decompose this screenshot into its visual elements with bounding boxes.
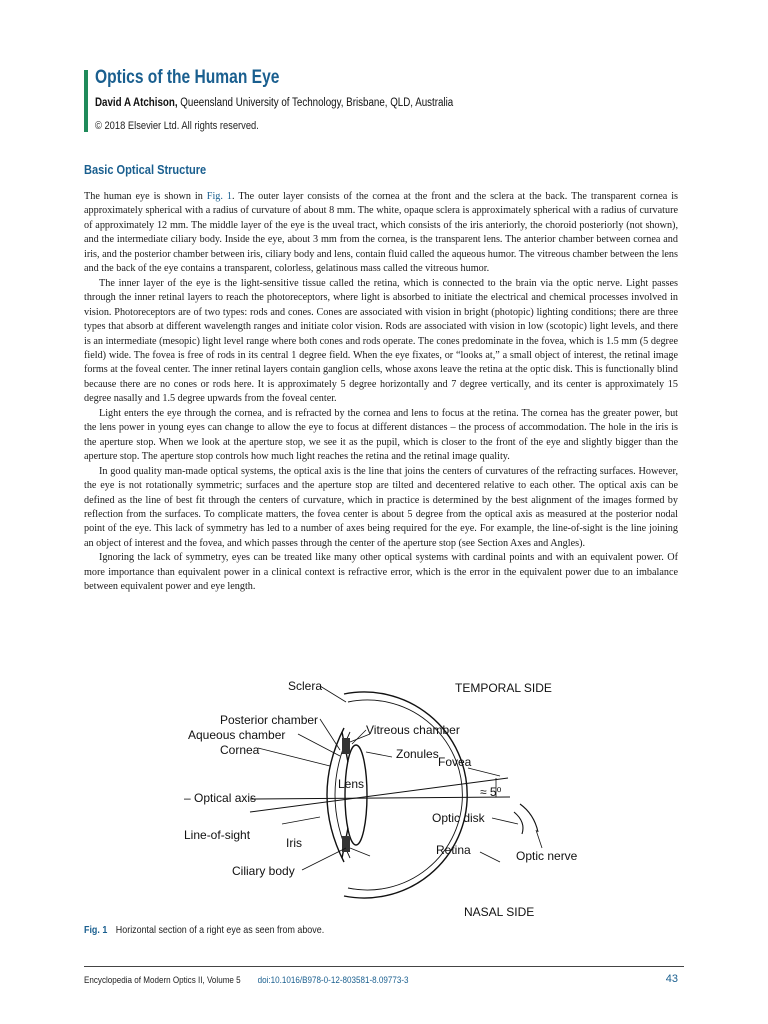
label-sclera: Sclera (288, 679, 323, 693)
section-heading: Basic Optical Structure (84, 162, 207, 177)
paragraph-3: Light enters the eye through the cornea, and is refracted by the cornea and lens to focus at the retina. The cornea has the greater power, but the lens power in young eyes can change to allow the eye to focus at different distances – the process of accommodation. The hole in the iris is the aperture stop. When we look at the aperture stop, we see it as the pupil, which is closer to the front of the eye and slightly bigger than the aperture stop. The aperture stop controls how much light reaches the retina and the retinal image quality. (84, 407, 678, 463)
paragraph-2: The inner layer of the eye is the light-sensitive tissue called the retina, which is connected to the brain via the optic nerve. Light passes through the inner retinal layers to reach the photoreceptors, where light is absorbed to initiate the electrical and chemical processes involved in vision. Photoreceptors are of two types: rods and cones. Cones are associated with vision in bright (photopic) lighting conditions; there are three types that absorb at different wavelength ranges and initiate color vision. Rods are associated with vision in low (scotopic) light levels, and there is an intermediate (mesopic) light level range where both cones and rods operate. The cones predominate in the fovea, which is 1.5 mm (5 degree field) wide. The fovea is free of rods in its central 1 degree field. When the eye fixates, or “looks at,” a small object of interest, the retinal image forms at the foveal center. The inner retinal layers contain ganglion cells, whose axons leave the retina at the optic disk. This is functionally blind because there are no cones or rods here. It is approximately 5 degree horizontally and 7 degree vertically, and its center is approximately 15 degree nasally and 1.5 degree upwards from the foveal center. (84, 277, 678, 405)
label-nasal-side: NASAL SIDE (464, 905, 535, 919)
footer-journal: Encyclopedia of Modern Optics II, Volume 5 (84, 975, 241, 986)
label-line-of-sight: Line-of-sight (184, 828, 251, 842)
label-temporal-side: TEMPORAL SIDE (455, 681, 552, 695)
article-body (84, 190, 678, 595)
eye-diagram (170, 672, 600, 922)
figure-caption (84, 924, 324, 936)
cornea-outline (327, 728, 344, 862)
label-lens: Lens (338, 777, 365, 791)
label-retina: Retina (436, 843, 471, 857)
footer-citation (84, 975, 409, 986)
caption-text: Horizontal section of a right eye as seen from above. (115, 924, 325, 936)
article-title: Optics of the Human Eye (95, 67, 280, 88)
paragraph-4: In good quality man-made optical systems, the optical axis is the line that joins the centers of curvatures of the refracting surfaces. However, the eye is not rotationally symmetric; surfaces and the aperture stop are tilted and decentered relative to each other. The optical axis can be defined as the line of best fit through the centers of curvature, which in practice is determined by the best alignment of the images formed by reflection from the surfaces. To complicate matters, the fovea center is about 5 degree from the optical axis as measured at the posterior nodal point of the eye. This lack of symmetry has led to a number of axes being required for the eye. For example, the line-of-sight is the line joining an object of interest and the fovea, and which passes through the center of the aperture stop (see Section Axes and Angles). (84, 465, 678, 549)
figure-link[interactable]: Fig. 1 (206, 191, 232, 202)
label-vitreous-chamber: Vitreous chamber (366, 723, 460, 737)
label-optic-nerve: Optic nerve (516, 849, 578, 863)
paragraph-5: Ignoring the lack of symmetry, eyes can be treated like many other optical systems with cardinal points and with an equivalent power. Of more importance than equivalent power in a clinical context is refractive error, which is the error in the equivalent power due to an imbalance between equivalent power and eye length. (84, 552, 678, 593)
eye-diagram-svg (170, 672, 600, 922)
title-accent-bar (84, 70, 88, 132)
label-aqueous-chamber: Aqueous chamber (188, 728, 286, 742)
label-posterior-chamber: Posterior chamber (220, 713, 319, 727)
label-iris: Iris (286, 836, 302, 850)
line-of-sight-line (250, 778, 508, 812)
label-optical-axis: – Optical axis (184, 791, 257, 805)
label-angle: ≈ 5⁰ (480, 785, 502, 799)
paragraph-1: The human eye is shown in Fig. 1. The outer layer consists of the cornea at the front and the sclera at the back. The transparent cornea is approximately spherical with a radius of curvature of about 8 mm. The white, opaque sclera is approximately spherical with a radius of curvature of approximately 12 mm. The middle layer of the eye is the uveal tract, which consists of the iris anteriorly, the choroid posteriorly (not shown), and the intermediate ciliary body. Inside the eye, about 3 mm from the cornea, is the transparent lens. The anterior chamber between cornea and iris, and the posterior chamber between iris, ciliary body and lens, contain fluid called the aqueous humor. The vitreous chamber between the lens and the back of the eye contains a transparent, colorless, gelatinous mass called the vitreous humor. (84, 191, 678, 275)
author-affiliation: Queensland University of Technology, Brisbane, QLD, Australia (180, 97, 454, 109)
optic-nerve-outline (514, 804, 538, 834)
author-name: David A Atchison, (95, 97, 178, 109)
footer-doi-link[interactable]: doi:10.1016/B978-0-12-803581-8.09773-3 (257, 975, 409, 986)
label-optic-disk: Optic disk (432, 811, 485, 825)
optical-axis-line (250, 797, 510, 799)
label-zonules: Zonules (396, 747, 439, 761)
label-fovea: Fovea (438, 755, 472, 769)
author-line (95, 97, 453, 109)
page-number: 43 (665, 973, 678, 985)
caption-figure-number: Fig. 1 (84, 924, 108, 936)
footer-divider (84, 966, 684, 967)
label-cornea: Cornea (220, 743, 260, 757)
copyright-notice: © 2018 Elsevier Ltd. All rights reserved. (95, 120, 259, 132)
label-ciliary-body: Ciliary body (232, 864, 295, 878)
